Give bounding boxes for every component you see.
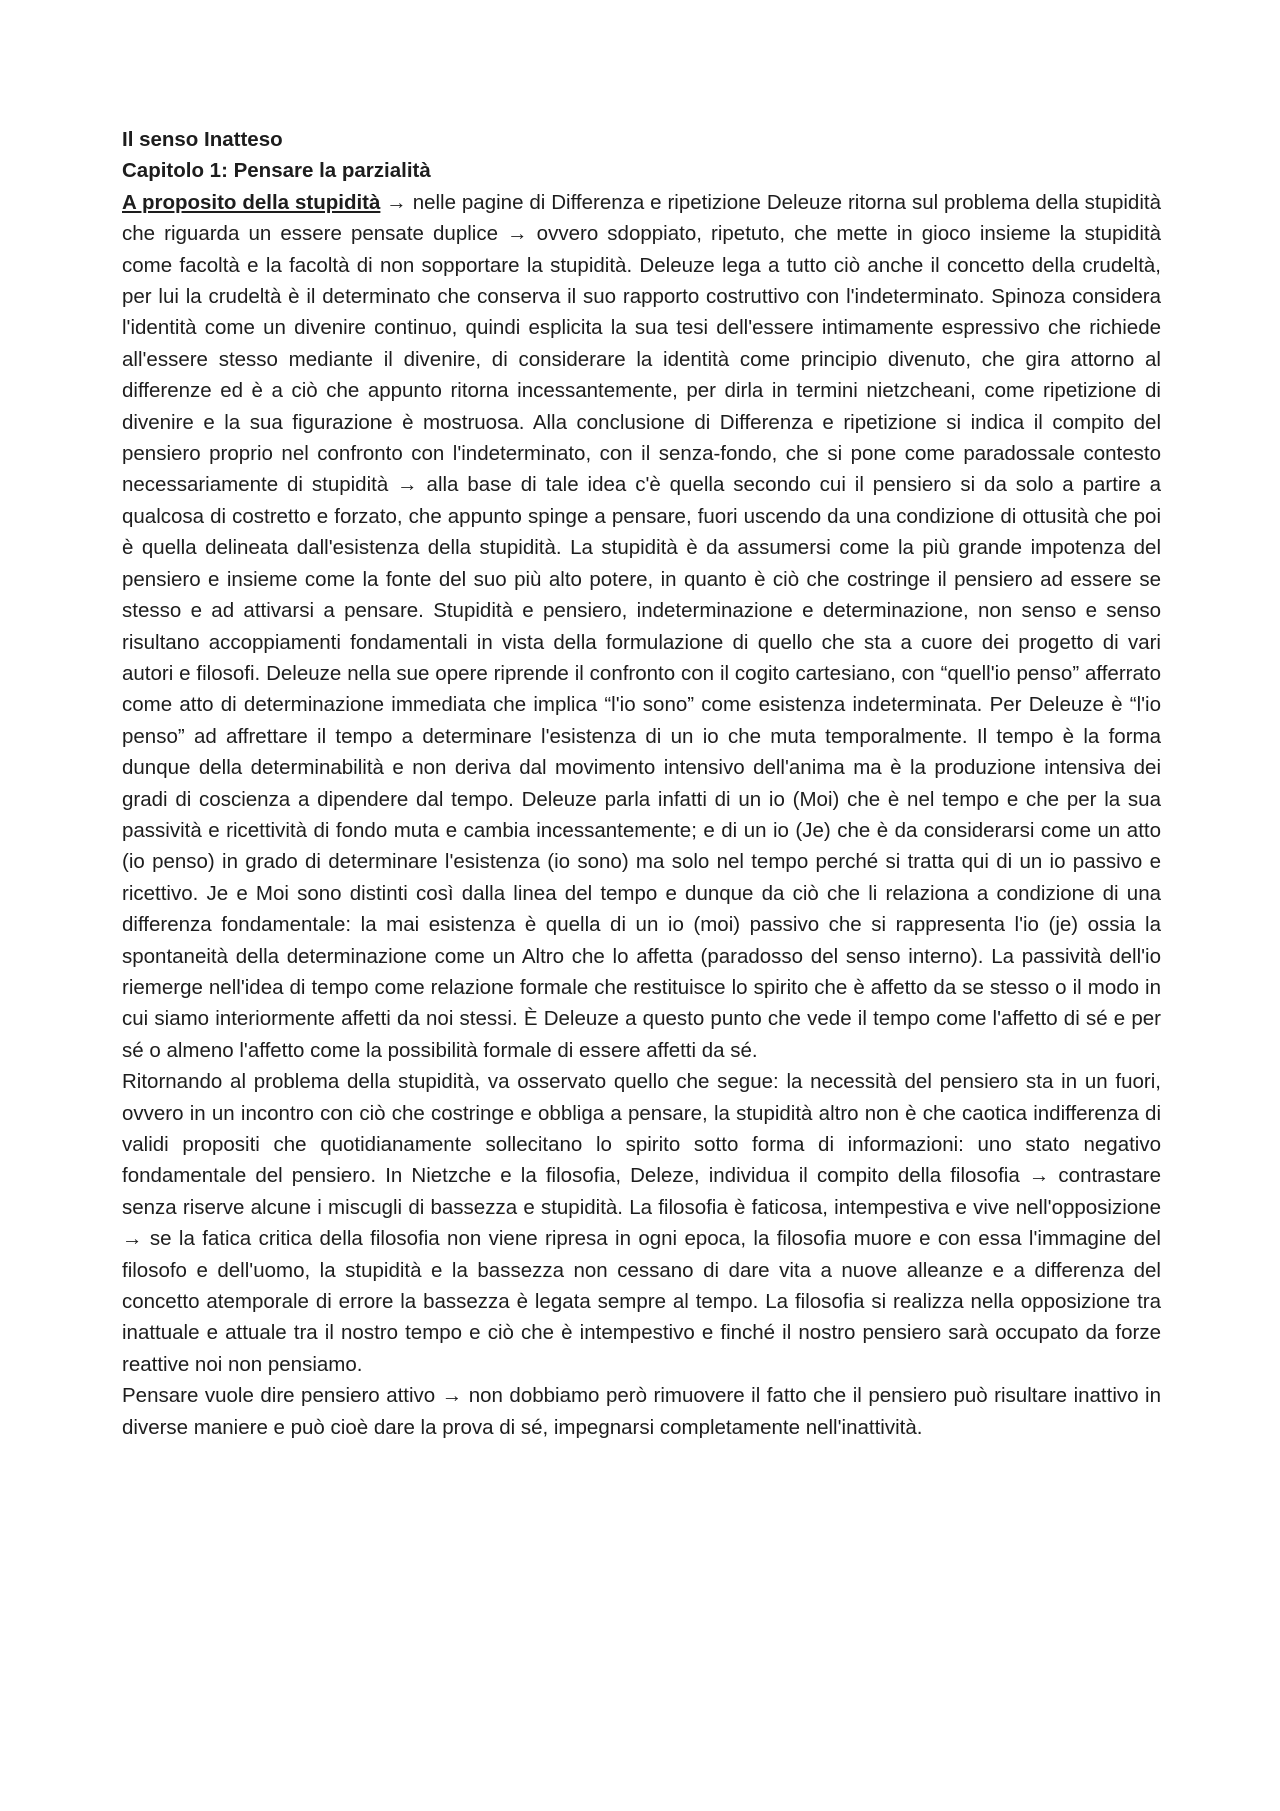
paragraph-3: Pensare vuole dire pensiero attivo → non dobbiamo però rimuovere il fatto che il pensiero può risultare inattivo in diverse maniere e può cioè dare la prova di sé, impegnarsi completamente nell'inattività. bbox=[122, 1384, 1161, 1439]
paragraph-2: Ritornando al problema della stupidità, va osservato quello che segue: la necessità del pensiero sta in un fuori, ovvero in un incontro con ciò che costringe e obbliga a pensare, la stupidità altro non è che caotica indifferenza di validi propositi che quotidianamente sollecitano lo spirito sotto forma di informazioni: uno stato negativo fondamentale del pensiero. In Nietzche e la filosofia, Deleze, individua il compito della filosofia → contrastare senza riserve alcune i miscugli di bassezza e stupidità. La filosofia è faticosa, intempestiva e vive nell'opposizione → se la fatica critica della filosofia non viene ripresa in ogni epoca, la filosofia muore e con essa l'immagine del filosofo e dell'uomo, la stupidità e la bassezza non cessano di dare vita a nuove alleanze e a differenza del concetto atemporale di errore la bassezza è legata sempre al tempo. La filosofia si realizza nella opposizione tra inattuale e attuale tra il nostro tempo e ciò che è intempestivo e finché il nostro pensiero sarà occupato da forze reattive noi non pensiamo. bbox=[122, 1070, 1161, 1376]
paragraph-1 bbox=[122, 187, 1161, 1066]
paragraph-1-text: → nelle pagine di Differenza e ripetizione Deleuze ritorna sul problema della stupidità che riguarda un essere pensate duplice → ovvero sdoppiato, ripetuto, che mette in gioco insieme la stupidità come facoltà e la facoltà di non sopportare la stupidità. Deleuze lega a tutto ciò anche il concetto della crudeltà, per lui la crudeltà è il determinato che conserva il suo rapporto costruttivo con l'indeterminato. Spinoza considera l'identità come un divenire continuo, quindi esplicita la sua tesi dell'essere intimamente espressivo che richiede all'essere stesso mediante il divenire, di considerare la identità come principio divenuto, che gira attorno al differenze ed è a ciò che appunto ritorna incessantemente, per dirla in termini nietzcheani, come ripetizione di divenire e la sua figurazione è mostruosa. Alla conclusione di Differenza e ripetizione si indica il compito del pensiero proprio nel confronto con l'indeterminato, con il senza-fondo, che si pone come paradossale contesto necessariamente di stupidità → alla base di tale idea c'è quella secondo cui il pensiero si da solo a partire a qualcosa di costretto e forzato, che appunto spinge a pensare, fuori uscendo da una condizione di ottusità che poi è quella delineata dall'esistenza della stupidità. La stupidità è da assumersi come la più grande impotenza del pensiero e insieme come la fonte del suo più alto potere, in quanto è ciò che costringe il pensiero ad essere se stesso e ad attivarsi a pensare. Stupidità e pensiero, indeterminazione e determinazione, non senso e senso risultano accoppiamenti fondamentali in vista della formulazione di quello che sta a cuore dei progetto di vari autori e filosofi. Deleuze nella sue opere riprende il confronto con il cogito cartesiano, con “quell'io penso” afferrato come atto di determinazione immediata che implica “l'io sono” come esistenza indeterminata. Per Deleuze è “l'io penso” ad affrettare il tempo a determinare l'esistenza di un io che muta temporalmente. Il tempo è la forma dunque della determinabilità e non deriva dal movimento intensivo dell'anima ma è la produzione intensiva dei gradi di coscienza a dipendere dal tempo. Deleuze parla infatti di un io (Moi) che è nel tempo e che per la sua passività e ricettività di fondo muta e cambia incessantemente; e di un io (Je) che è da considerarsi come un atto (io penso) in grado di determinare l'esistenza (io sono) ma solo nel tempo perché si tratta qui di un io passivo e ricettivo. Je e Moi sono distinti così dalla linea del tempo e dunque da ciò che li relaziona a condizione di una differenza fondamentale: la mai esistenza è quella di un io (moi) passivo che si rappresenta l'io (je) ossia la spontaneità della determinazione come un Altro che lo affetta (paradosso del senso interno). La passività dell'io riemerge nell'idea di tempo come relazione formale che restituisce lo spirito che è affetto da se stesso o il modo in cui siamo interiormente affetti da noi stessi. È Deleuze a questo punto che vede il tempo come l'affetto di sé e per sé o almeno l'affetto come la possibilità formale di essere affetti da sé. bbox=[122, 190, 1161, 1062]
document-title: Il senso Inatteso bbox=[122, 128, 283, 151]
section-heading: A proposito della stupidità bbox=[122, 190, 381, 214]
chapter-heading: Capitolo 1: Pensare la parzialità bbox=[122, 159, 431, 183]
